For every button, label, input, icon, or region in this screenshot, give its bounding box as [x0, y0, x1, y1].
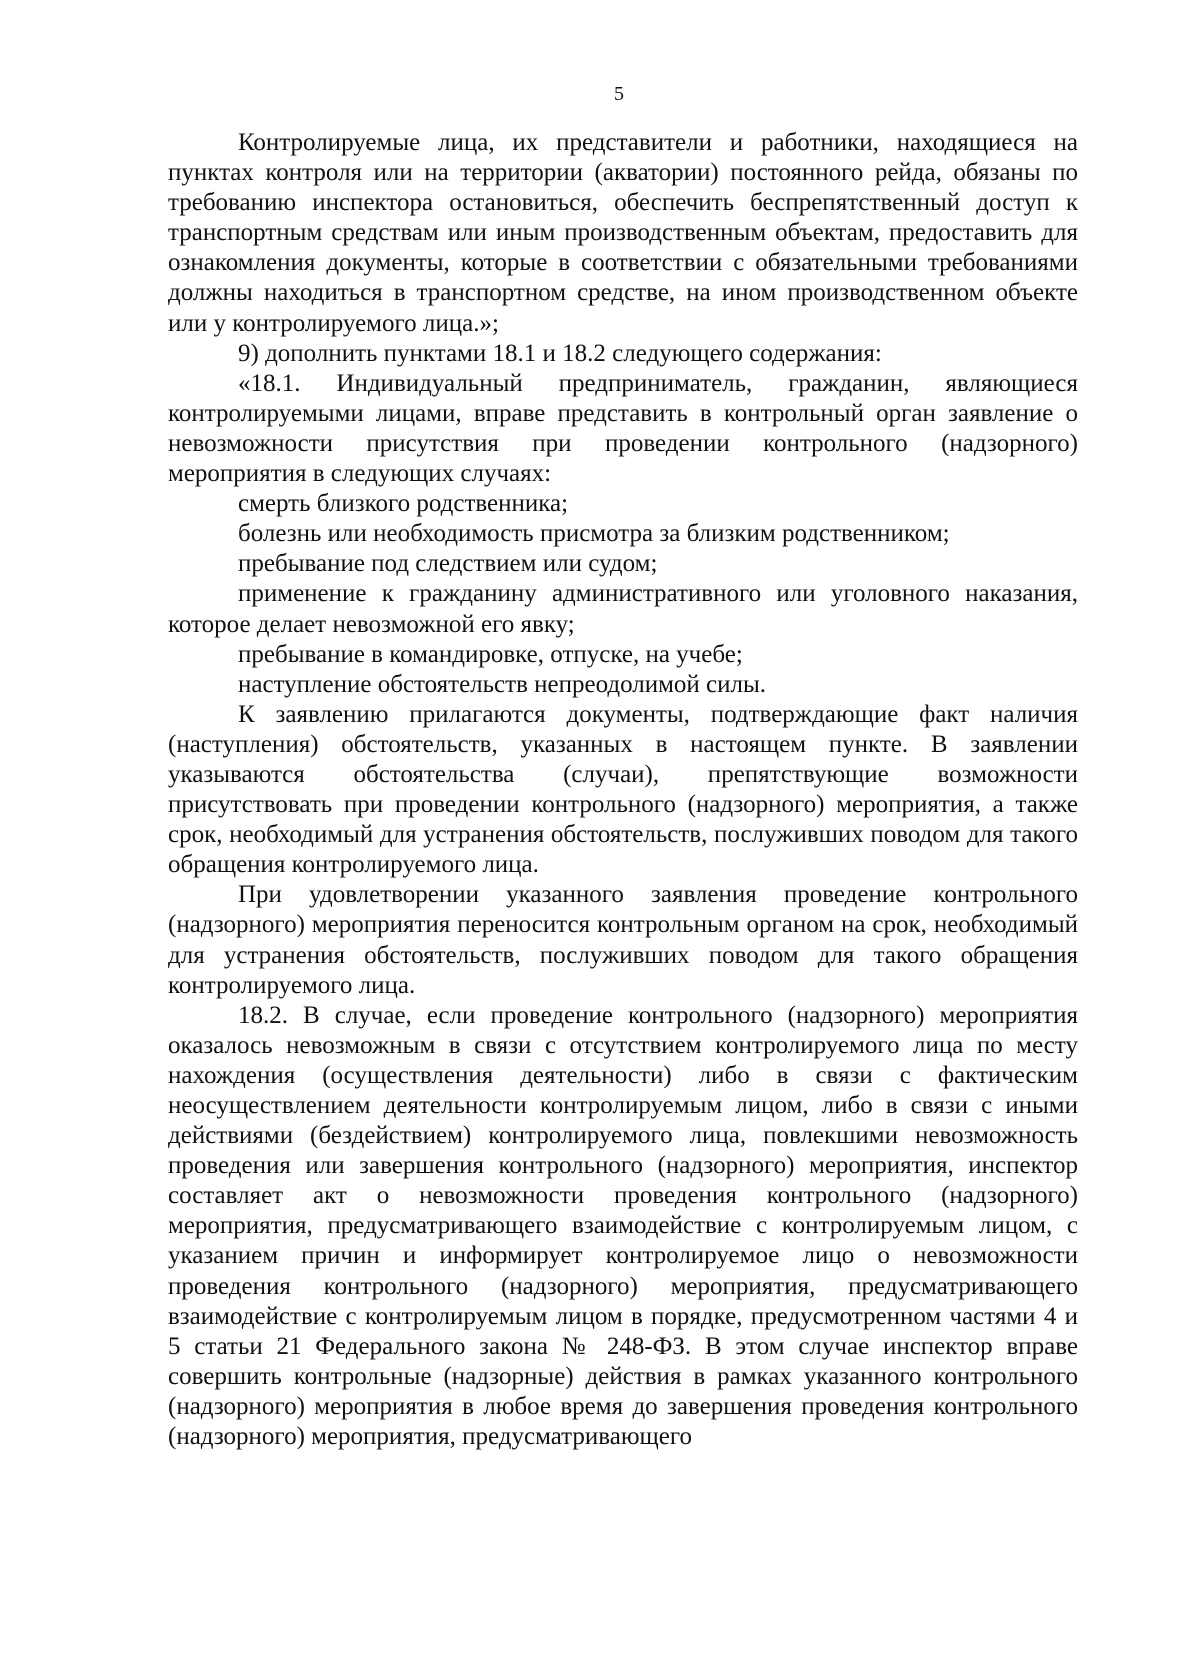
- list-item: пребывание под следствием или судом;: [238, 550, 658, 578]
- list-item: пребывание в командировке, отпуске, на учебе;: [238, 640, 743, 668]
- list-item: болезнь или необходимость присмотра за близким родственником;: [238, 520, 950, 548]
- paragraph: «18.1. Индивидуальный предприниматель, гражданин, являющиеся контролируемыми лицами, вправе представить в контрольный орган заявление о невозможности присутствия при проведении контрольного (надзорного) мероприятия в следующих случаях:: [168, 369, 1078, 488]
- paragraph: Контролируемые лица, их представители и работники, находящиеся на пунктах контроля или на территории (акватории) постоянного рейда, обязаны по требованию инспектора остановиться, обеспечить беспрепятственный доступ к транспортным средствам или иным производственным объектам, предоставить для ознакомления документы, которые в соответствии с обязательными требованиями должны находиться в транспортном средстве, на ином производственном объекте или у контролируемого лица.»;: [168, 129, 1078, 337]
- paragraph: 9) дополнить пунктами 18.1 и 18.2 следующего содержания:: [238, 339, 882, 367]
- list-item: применение к гражданину административного или уголовного наказания, которое делает невозможной его явку;: [168, 580, 1078, 638]
- paragraph: К заявлению прилагаются документы, подтверждающие факт наличия (наступления) обстоятельств, указанных в настоящем пункте. В заявлении указываются обстоятельства (случаи), препятствующие возможности присутствовать при проведении контрольного (надзорного) мероприятия, а также срок, необходимый для устранения обстоятельств, послуживших поводом для такого обращения контролируемого лица.: [168, 700, 1078, 879]
- paragraph: 18.2. В случае, если проведение контрольного (надзорного) мероприятия оказалось невозможным в связи с отсутствием контролируемого лица по месту нахождения (осуществления деятельности) либо в связи с фактическим неосуществлением деятельности контролируемым лицом, либо в связи с иными действиями (бездействием) контролируемого лица, повлекшими невозможность проведения или завершения контрольного (надзорного) мероприятия, инспектор составляет акт о невозможности проведения контрольного (надзорного) мероприятия, предусматривающего взаимодействие с контролируемым лицом, с указанием причин и информирует контролируемое лицо о невозможности проведения контрольного (надзорного) мероприятия, предусматривающего взаимодействие с контролируемым лицом в порядке, предусмотренном частями 4 и 5 статьи 21 Федерального закона № 248-ФЗ. В этом случае инспектор вправе совершить контрольные (надзорные) действия в рамках указанного контрольного (надзорного) мероприятия в любое время до завершения проведения контрольного (надзорного) мероприятия, предусматривающего: [168, 1001, 1078, 1451]
- page-number: 5: [614, 83, 624, 105]
- list-item: наступление обстоятельств непреодолимой силы.: [238, 670, 767, 698]
- document-body: [168, 128, 1078, 1452]
- paragraph: При удовлетворении указанного заявления проведение контрольного (надзорного) мероприятия переносится контрольным органом на срок, необходимый для устранения обстоятельств, послуживших поводом для такого обращения контролируемого лица.: [168, 881, 1078, 999]
- list-item: смерть близкого родственника;: [238, 490, 569, 518]
